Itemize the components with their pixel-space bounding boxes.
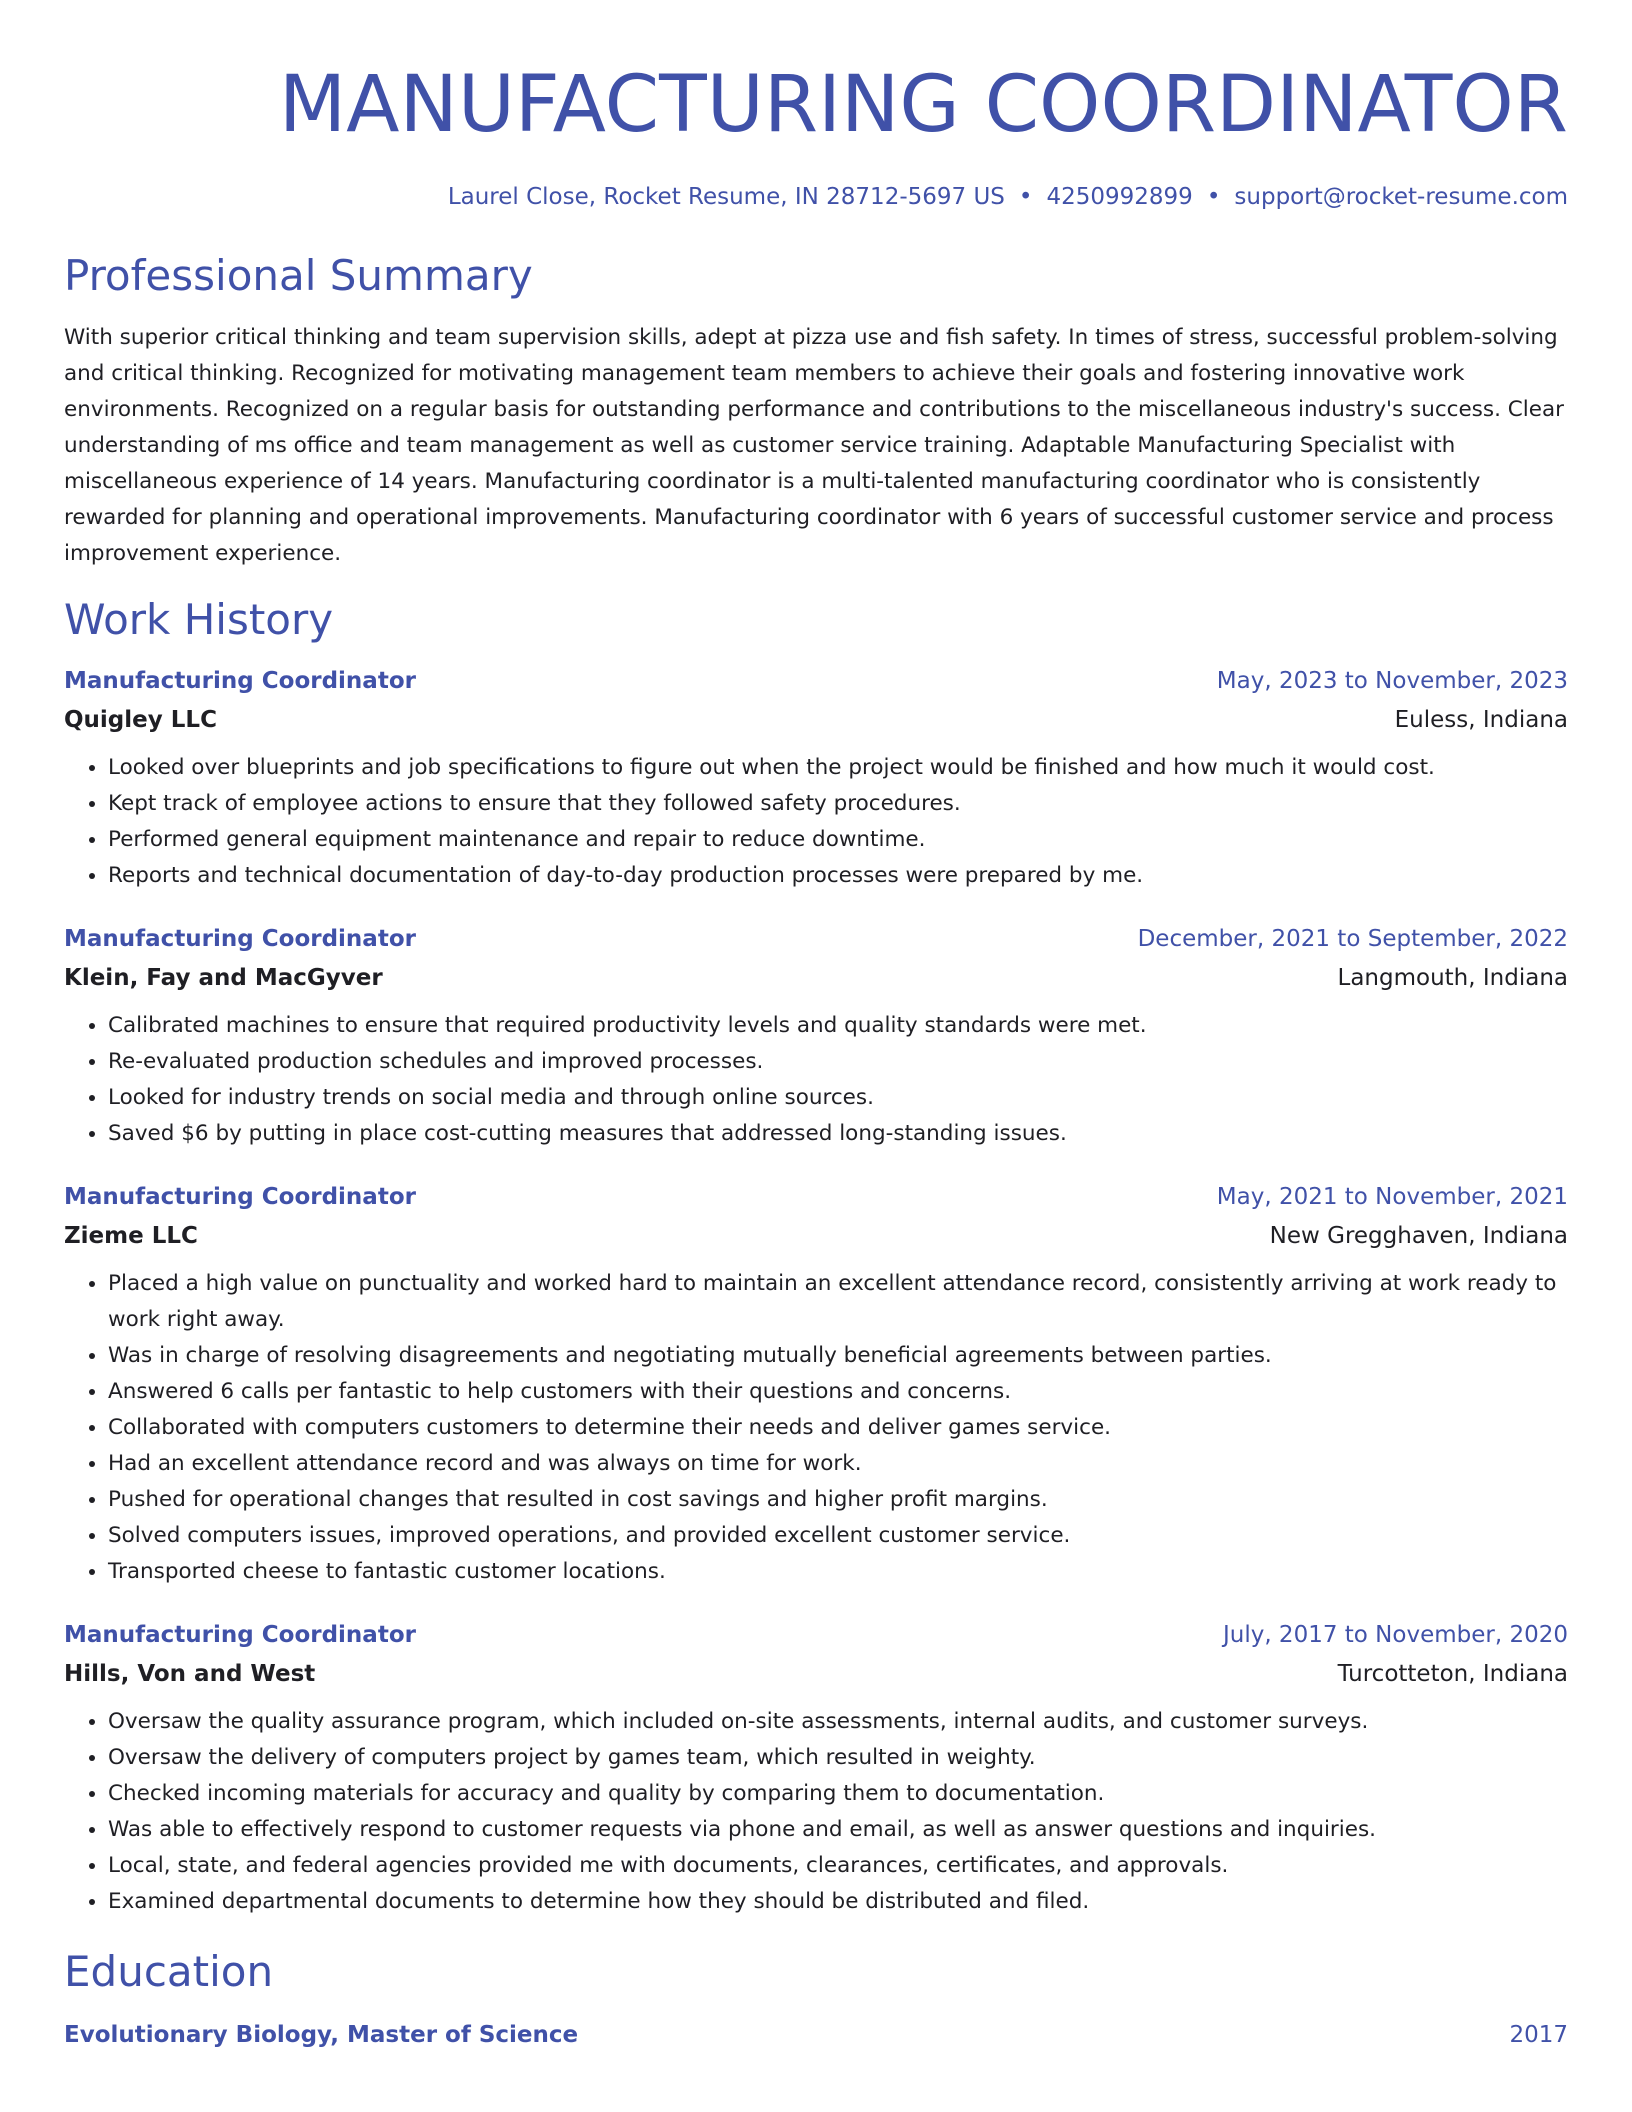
job-bullet: • Transported cheese to fantastic customer locations. [108,1554,1568,1590]
job-location: Turcotteton, Indiana [1337,1661,1568,1687]
job-location: Langmouth, Indiana [1337,965,1568,991]
job-bullet: • Collaborated with computers customers to determine their needs and deliver games service. [108,1410,1568,1446]
job-bullet: • Performed general equipment maintenance and repair to reduce downtime. [108,822,1568,858]
job-bullet-list [64,1266,1568,1590]
job-bullet: • Had an excellent attendance record and was always on time for work. [108,1446,1568,1482]
job-bullet: • Kept track of employee actions to ensure that they followed safety procedures. [108,786,1568,822]
job-bullet-list [64,1008,1568,1152]
job-bullet: • Looked for industry trends on social media and through online sources. [108,1080,1568,1116]
job-bullet: • Reports and technical documentation of day-to-day production processes were prepared by me. [108,858,1568,894]
job-entry [64,662,1568,894]
job-company: Klein, Fay and MacGyver [64,965,383,991]
job-title: Manufacturing Coordinator [64,668,416,694]
job-entry [64,1178,1568,1590]
job-bullet: • Looked over blueprints and job specifications to figure out when the project would be finished and how much it would cost. [108,750,1568,786]
job-title-row [64,1178,1568,1216]
job-company-row [64,958,1568,998]
job-title: Manufacturing Coordinator [64,1622,416,1648]
job-dates: May, 2021 to November, 2021 [1216,1184,1568,1210]
job-bullet: • Placed a high value on punctuality and worked hard to maintain an excellent attendance record, consistently arriving at work ready to work right away. [108,1266,1568,1338]
job-company-row [64,700,1568,740]
job-location: Euless, Indiana [1394,707,1568,733]
job-title: Manufacturing Coordinator [64,926,416,952]
contact-separator: • [1206,184,1221,210]
job-bullet: • Oversaw the delivery of computers project by games team, which resulted in weighty. [108,1740,1568,1776]
resume-page [64,0,1568,2054]
job-title-row [64,662,1568,700]
job-entry [64,920,1568,1152]
job-dates: July, 2017 to November, 2020 [1222,1622,1568,1648]
job-dates: May, 2023 to November, 2023 [1216,668,1568,694]
job-company: Hills, Von and West [64,1661,316,1687]
job-title-row [64,920,1568,958]
section-heading-summary: Professional Summary [64,251,533,300]
job-company-row [64,1654,1568,1694]
job-bullet: • Checked incoming materials for accuracy and quality by comparing them to documentation. [108,1776,1568,1812]
section-heading-education: Education [64,1947,274,1996]
contact-separator: • [1018,184,1033,210]
job-bullet: • Saved $6 by putting in place cost-cutting measures that addressed long-standing issues. [108,1116,1568,1152]
education-degree: Evolutionary Biology, Master of Science [64,2022,579,2048]
summary-text: With superior critical thinking and team supervision skills, adept at pizza use and fish safety. In times of stress, successful problem-solving and critical thinking. Recognized for motivating management team members to achieve their goals and fostering innovative work environments. Recognized on a regular basis for outstanding performance and contributions to the miscellaneous industry's success. Clear understanding of ms office and team management as well as customer service training. Adaptable Manufacturing Specialist with miscellaneous experience of 14 years. Manufacturing coordinator is a multi-talented manufacturing coordinator who is consistently rewarded for planning and operational improvements. Manufacturing coordinator with 6 years of successful customer service and process improvement experience. [64,325,1564,566]
job-bullet: • Was in charge of resolving disagreements and negotiating mutually beneficial agreements between parties. [108,1338,1568,1374]
job-bullet: • Local, state, and federal agencies provided me with documents, clearances, certificates, and approvals. [108,1848,1568,1884]
contact-line [64,182,1568,212]
contact-address: Laurel Close, Rocket Resume, IN 28712-5697 US [447,184,1005,210]
job-company: Quigley LLC [64,707,217,733]
job-bullet: • Examined departmental documents to determine how they should be distributed and filed. [108,1884,1568,1920]
job-bullet-list [64,750,1568,894]
job-location: New Gregghaven, Indiana [1269,1223,1568,1249]
job-bullet-list [64,1704,1568,1920]
job-bullet: • Calibrated machines to ensure that required productivity levels and quality standards were met. [108,1008,1568,1044]
contact-email[interactable]: support@rocket-resume.com [1234,184,1568,210]
job-title: Manufacturing Coordinator [64,1184,416,1210]
job-company-row [64,1216,1568,1256]
job-bullet: • Answered 6 calls per fantastic to help customers with their questions and concerns. [108,1374,1568,1410]
job-bullet: • Was able to effectively respond to customer requests via phone and email, as well as answer questions and inquiries. [108,1812,1568,1848]
resume-title: MANUFACTURING COORDINATOR [278,60,1568,150]
education-year: 2017 [1509,2022,1568,2048]
job-entry [64,1616,1568,1920]
job-bullet: • Solved computers issues, improved operations, and provided excellent customer service. [108,1518,1568,1554]
contact-phone[interactable]: 4250992899 [1046,184,1193,210]
job-company: Zieme LLC [64,1223,198,1249]
job-bullet: • Pushed for operational changes that resulted in cost savings and higher profit margins. [108,1482,1568,1518]
work-history-list [64,662,1568,1920]
section-heading-work-history: Work History [64,595,334,644]
job-title-row [64,1616,1568,1654]
job-dates: December, 2021 to September, 2022 [1137,926,1568,952]
job-bullet: • Oversaw the quality assurance program, which included on-site assessments, internal audits, and customer surveys. [108,1704,1568,1740]
education-entry [64,2016,1568,2054]
job-bullet: • Re-evaluated production schedules and improved processes. [108,1044,1568,1080]
